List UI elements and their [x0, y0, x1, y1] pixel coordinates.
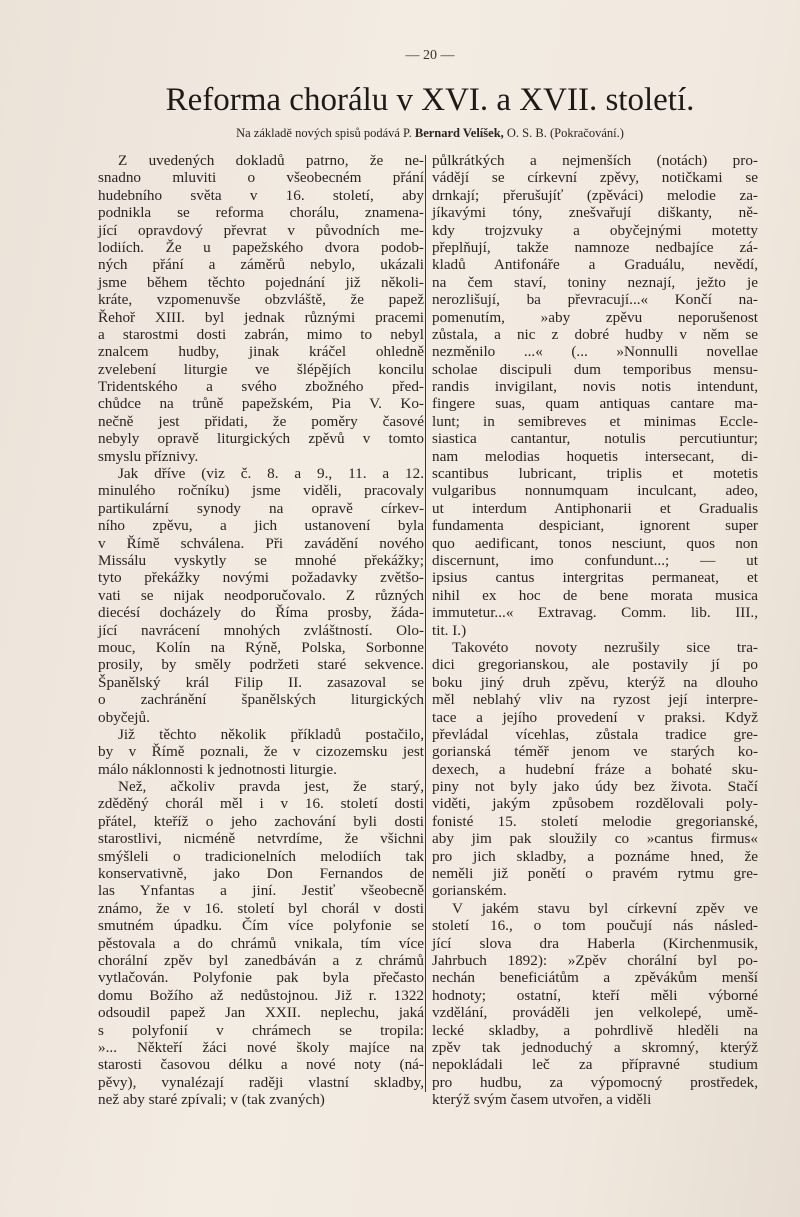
text-line: přátel, kteříž o jeho zachování byli dosti — [98, 812, 424, 830]
text-line: s polyfonií v chrámech se tropila: — [98, 1021, 424, 1039]
text-line: Již těchto několik příkladů postačilo, — [118, 725, 424, 743]
byline — [100, 126, 760, 141]
text-line: domu Božího až nedůstojnou. Již r. 1322 — [98, 986, 424, 1004]
article-title: Reforma chorálu v XVI. a XVII. století. — [165, 82, 695, 118]
text-line: chorální zpěv byl zanedbáván a z chrámů — [98, 951, 424, 969]
text-line: tyto překážky novými požadavky zvětšo- — [98, 569, 424, 587]
text-line: scholae discipuli dum temporibus mensu- — [432, 360, 758, 378]
text-line: nerozlišují, ba převracují...« Končí na- — [432, 291, 758, 309]
text-line: Španělský král Filip II. zasazoval se — [98, 673, 424, 691]
text-line: gorianská téměř jenom ve starých ko- — [432, 743, 758, 761]
text-line: známo, že v 16. století byl chorál v dosti — [98, 899, 424, 917]
text-line: jíkavými tóny, znešvařují diškanty, ně- — [432, 204, 758, 222]
text-line: hudebního světa v 16. století, aby — [98, 186, 424, 204]
text-line: v Římě schválena. Při zavádění nového — [98, 534, 424, 552]
text-line: fonisté 15. století melodie gregorianské, — [432, 812, 758, 830]
text-line: jsme během těchto pojednání již několi- — [98, 273, 424, 291]
text-line: chůdce na trůně papežském, Pia V. Ko- — [98, 395, 424, 413]
text-line: fundamenta despiciant, ignorent super — [432, 517, 758, 535]
text-line: vzdělání, prováděli jen velkolepé, umě- — [432, 1004, 758, 1022]
text-line: jící opravdový převrat v původních me- — [98, 221, 424, 239]
text-line: pro jich skladby, a poznáme hned, že — [432, 847, 758, 865]
text-line: starostlivi, nicméně netvrdíme, že všichni — [98, 830, 424, 848]
text-line: by v Římě poznali, že v cizozemsku jest — [98, 743, 424, 761]
byline-prefix: Na základě nových spisů podává P. — [236, 126, 412, 140]
text-line: nechán beneficiátům a zpěvákům menší — [432, 969, 758, 987]
text-line: nihil ex hoc de bene morata musica — [432, 586, 758, 604]
text-line: ut interdum Antiphonarii et Gradualis — [432, 499, 758, 517]
text-line: minulého ročníku) jsme viděli, pracovaly — [98, 482, 424, 500]
text-line: smutném úpadku. Čím více polyfonie se — [98, 917, 424, 935]
text-line: nepokládali leč za přípravné studium — [432, 1056, 758, 1074]
text-line: vytlačován. Polyfonie pak byla přečasto — [98, 969, 424, 987]
text-line: lunt; in semibreves et minimas Eccle- — [432, 412, 758, 430]
text-line: ního zpěvu, a jich ustanovení byla — [98, 517, 424, 535]
text-line: neměli již ponětí o pravém rytmu gre- — [432, 865, 758, 883]
byline-suffix: O. S. B. (Pokračování.) — [506, 126, 624, 140]
text-line: smyslu příznivy. — [98, 447, 199, 465]
text-line: lecké skladby, a pohrdlivě hleděli na — [432, 1021, 758, 1039]
text-line: pěvy), vynalézají raději vlastní skladby, — [98, 1073, 424, 1091]
text-line: Tridentského a svého zbožného před- — [98, 378, 424, 396]
text-line: Jahrbuch 1892): »Zpěv chorální byl po- — [432, 951, 758, 969]
text-line: kráte, vzpomenuvše obzvláště, že papež — [98, 291, 424, 309]
text-line: Z uvedených dokladů patrno, že ne- — [118, 152, 424, 169]
text-line: drnkají; přerušujíť (zpěváci) melodie za- — [432, 186, 758, 204]
text-line: prosily, by směly podržeti staré sekvence. — [98, 656, 424, 674]
text-line: fingere suas, quam antiquas cantare ma- — [432, 395, 758, 413]
text-line: tace a jejího provedení v praksi. Když — [432, 708, 758, 726]
column-divider — [425, 155, 426, 1092]
text-line: quo aedificant, tonos nesciunt, quos non — [432, 534, 758, 552]
text-line: starosti časovou délku a nové noty (ná- — [98, 1056, 424, 1074]
text-line: ipsius cantus intergritas permaneat, et — [432, 569, 758, 587]
text-line: pro hudbu, za výpomocný prostředek, — [432, 1073, 758, 1091]
text-line: smýšleli o tradicionelních melodiích tak — [98, 847, 424, 865]
text-line: pěstovala a do chrámů vnikala, tím více — [98, 934, 424, 952]
text-line: partikulární synody na opravě církev- — [98, 499, 424, 517]
text-line: ných přání a záměrů nebylo, ukázali — [98, 256, 424, 274]
text-line: nebyly opravě liturgických zpěvů v tomto — [98, 430, 424, 448]
text-line: převládal vícehlas, zůstala tradice gre- — [432, 725, 758, 743]
text-line: obyčejů. — [98, 708, 150, 726]
text-line: pomenutím, »aby zpěvu neporušenost — [432, 308, 758, 326]
text-line: diecésí docházely do Říma prosby, žáda- — [98, 604, 424, 622]
text-line: dexech, a hudební fráze a bohaté sku- — [432, 760, 758, 778]
byline-author: Bernard Velíšek, — [414, 126, 504, 140]
text-line: gorianském. — [432, 882, 507, 900]
text-line: randis invigilant, novis notis intendunt, — [432, 378, 758, 396]
text-line: kdy trojzvuky a obyčejnými motetty — [432, 221, 758, 239]
text-line: znalcem hudby, jinak kráčel ohledně — [98, 343, 424, 361]
right-column — [432, 152, 758, 1108]
text-line: málo náklonnosti k jednotnosti liturgie. — [98, 760, 337, 778]
text-line: měl neblahý vliv na ryzost její interpre- — [432, 691, 758, 709]
text-line: na čem staví, toniny neznají, ježto je — [432, 273, 758, 291]
text-line: »... Někteří žáci nové školy majíce na — [98, 1038, 424, 1056]
text-line: konservativně, jako Don Fernandos de — [98, 865, 424, 883]
text-line: lodiích. Že u papežského dvora podob- — [98, 238, 424, 256]
text-line: dici gregorianskou, ale postavily jí po — [432, 656, 758, 674]
text-line: hodnoty; ostatní, kteří měli výborné — [432, 986, 758, 1004]
text-line: a starostmi dosti zabrán, mimo to nebyl — [98, 325, 424, 343]
text-line: las Ynfantas a jiní. Jestiť všeobecně — [98, 882, 424, 900]
text-line: Než, ačkoliv pravda jest, že starý, — [118, 778, 424, 796]
text-line: odsoudil papež Jan XXII. neplechu, jaká — [98, 1004, 424, 1022]
text-line: piny not byly jako údy bez života. Stačí — [432, 778, 758, 796]
text-line: mouc, Kolín na Rýně, Polska, Sorbonne — [98, 638, 424, 656]
text-line: jící slova dra Haberla (Kirchenmusik, — [432, 934, 758, 952]
text-line: discernunt, imo confundunt...; — ut — [432, 551, 758, 569]
text-line: immutetur...« Extravag. Comm. lib. III., — [432, 604, 758, 622]
text-line: kterýž svým časem utvořen, a viděli — [432, 1091, 652, 1109]
text-line: než aby staré zpívali; v (tak zvaných) — [98, 1091, 325, 1109]
text-line: nam melodias hoquetis intersecant, di- — [432, 447, 758, 465]
text-line: o zachránění španělských liturgických — [98, 691, 424, 709]
text-line: Jak dříve (viz č. 8. a 9., 11. a 12. — [118, 465, 424, 483]
text-line: Missálu vyskytly se mnohé překážky; — [98, 551, 424, 569]
text-line: nečně jest přidati, že poměry časové — [98, 412, 424, 430]
text-line: vulgaribus nonnumquam inculcant, adeo, — [432, 482, 758, 500]
text-line: V jakém stavu byl církevní zpěv ve — [452, 899, 758, 917]
left-column — [98, 152, 424, 1108]
text-line: jící navrácení mnohých zvláštností. Olo- — [98, 621, 424, 639]
text-line: scantibus lubricant, triplis et motetis — [432, 465, 758, 483]
text-line: přeplňují, takže namnoze nedbajíce zá- — [432, 238, 758, 256]
text-line: vati se nijak neodporučovalo. Z různých — [98, 586, 424, 604]
text-line: zvelebení liturgie ve šlépějích koncilu — [98, 360, 424, 378]
text-line: zděděný chorál měl i v 16. století dosti — [98, 795, 424, 813]
text-line: siastica cantantur, notulis percutiuntur; — [432, 430, 758, 448]
text-line: aby jim pak sloužily co »cantus firmus« — [432, 830, 758, 848]
text-line: století 16., o tom poučují nás násled- — [432, 917, 758, 935]
text-line: půlkrátkých a nejmenších (notách) pro- — [432, 152, 758, 169]
page-number: — 20 — — [405, 48, 455, 63]
text-line: kladů Antifonáře a Graduálu, nevědí, — [432, 256, 758, 274]
text-line: zůstala, a nic z dobré hudby v něm se — [432, 325, 758, 343]
text-line: snadno mluviti o všeobecném přání — [98, 169, 424, 187]
text-line: vádějí se církevní zpěvy, notičkami se — [432, 169, 758, 187]
text-line: boku jiný druh zpěvu, kterýž na dlouho — [432, 673, 758, 691]
text-line: viděti, jakým způsobem rozdělovali poly- — [432, 795, 758, 813]
text-line: Takovéto novoty nezrušily sice tra- — [452, 638, 758, 656]
text-line: zpěv tak jednoduchý a skromný, kterýž — [432, 1038, 758, 1056]
text-line: podnikla se reforma chorálu, znamena- — [98, 204, 424, 222]
text-line: tit. I.) — [432, 621, 467, 639]
text-line: Řehoř XIII. byl jednak různými pracemi — [98, 308, 424, 326]
text-line: nezměnilo ...« (... »Nonnulli novellae — [432, 343, 758, 361]
